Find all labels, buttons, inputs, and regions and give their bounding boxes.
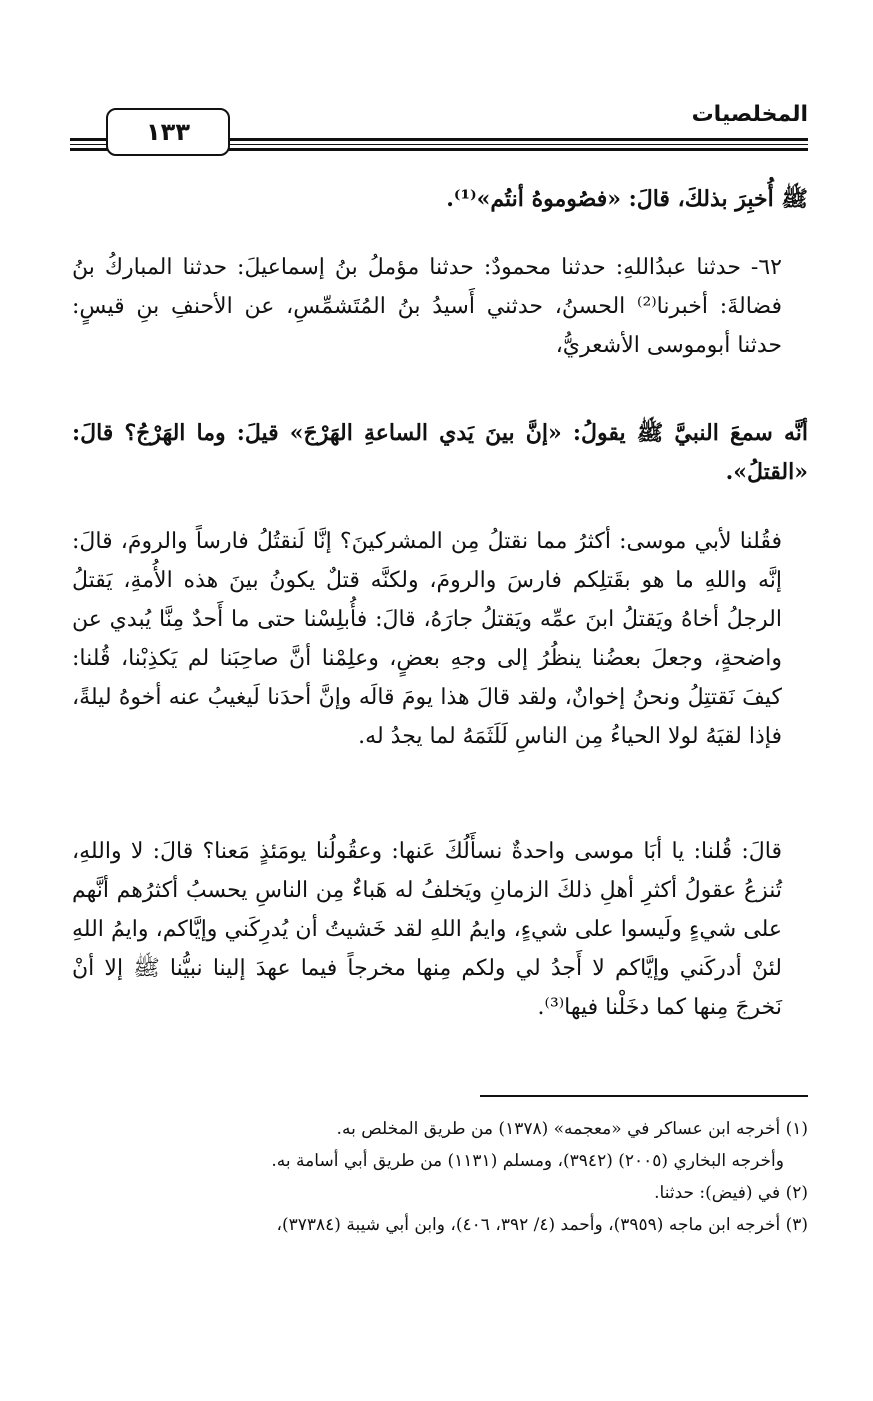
running-title: المخلصيات <box>691 102 808 127</box>
paragraph-text: قالَ: قُلنا: يا أبَا موسى واحدةٌ نسأَلُكَ عَنها: وعقُولُنا يومَئذٍ مَعنا؟ قالَ: لا واللهِ، تُنزعُ عقولُ أكثرِ أهلِ ذلكَ الزمانِ ويَخلفُ له هَباءٌ مِن الناسِ يحسبُ أكثرُهم أنَّهم على شيءٍ ولَيسوا على شيءٍ، وايمُ اللهِ لقد خَشيتُ أن يُدرِكَني وإيَّاكم، وايمُ اللهِ لئنْ أدركَني وإيَّاكم لا أَجدُ لي ولكم مِنها مخرجاً فيما عهدَ إلينا نبيُّنا ﷺ إلا أنْ نَخرجَ مِنها كما دخَلْنا فيها⁽³⁾. <box>72 839 782 1020</box>
narrative-paragraph <box>72 832 808 1027</box>
page-number-box <box>106 108 230 156</box>
paragraph-text: ٦٢- حدثنا عبدُاللهِ: حدثنا محمودٌ: حدثنا مؤملُ بنُ إسماعيلَ: حدثنا المباركُ بنُ فضالةَ: أخبرنا⁽²⁾ الحسنُ، حدثني أَسيدُ بنُ المُتَشمِّسِ، عن الأحنفِ بنِ قيسٍ: حدثنا أبوموسى الأشعريُّ، <box>72 255 782 358</box>
footnotes <box>72 1113 808 1241</box>
narrative-paragraph <box>72 522 808 756</box>
footnote-continuation: وأخرجه البخاري (٢٠٠٥) (٣٩٤٢)، ومسلم (١١٣١) من طريق أبي أسامة به. <box>271 1151 784 1171</box>
paragraph-continuation <box>72 180 808 219</box>
paragraph-text: أنَّه سمعَ النبيَّ ﷺ يقولُ: «إنَّ بينَ يَدي الساعةِ الهَرْجَ» قيلَ: وما الهَرْجُ؟ قالَ: «القتلُ». <box>72 420 808 485</box>
page-number: ١٣٣ <box>146 118 190 146</box>
footnote: (٢) في (فيض): حدثنا. <box>654 1183 808 1203</box>
footnote-separator <box>480 1095 808 1097</box>
paragraph-text: فقُلنا لأبي موسى: أكثرُ مما نقتلُ مِن المشركينَ؟ إنَّا لَنقتُلُ فارساً والرومَ، قالَ: إنَّه واللهِ ما هو بقَتلِكم فارسَ والرومَ، ولكنَّه قتلٌ يكونُ بينَ هذه الأُمةِ، يَقتلُ الرجلُ أخاهُ ويَقتلُ ابنَ عمِّه ويَقتلُ جارَهُ، قالَ: فأُبلِسْنا حتى ما أَحدٌ مِنَّا يُبدي عن واضحةٍ، وجعلَ بعضُنا ينظُرُ إلى وجهِ بعضٍ، وعلِمْنا أنَّ صاحِبَنا لم يَكذِبْنا، قُلنا: كيفَ نَقتتِلُ ونحنُ إخوانٌ، ولقد قالَ هذا يومَ قالَه وإنَّ أحدَنا لَيغيبُ عنه أخوهُ ليلةً، فإذا لقيَهُ لولا الحياءُ مِن الناسِ لَلَثَمَهُ لما يجدُ له. <box>72 529 782 749</box>
hadith-matn-paragraph <box>72 414 808 492</box>
paragraph-text: ﷺ أُخبِرَ بذلكَ، قالَ: «فصُوموهُ أنتُم»⁽¹⁾. <box>446 186 808 212</box>
footnote: (١) أخرجه ابن عساكر في «معجمه» (١٣٧٨) من طريق المخلص به. <box>336 1119 808 1139</box>
page-header <box>70 98 808 158</box>
footnote: (٣) أخرجه ابن ماجه (٣٩٥٩)، وأحمد (٤/ ٣٩٢، ٤٠٦)، وابن أبي شيبة (٣٧٣٨٤)، <box>276 1215 808 1235</box>
hadith-isnad-paragraph <box>72 248 808 365</box>
